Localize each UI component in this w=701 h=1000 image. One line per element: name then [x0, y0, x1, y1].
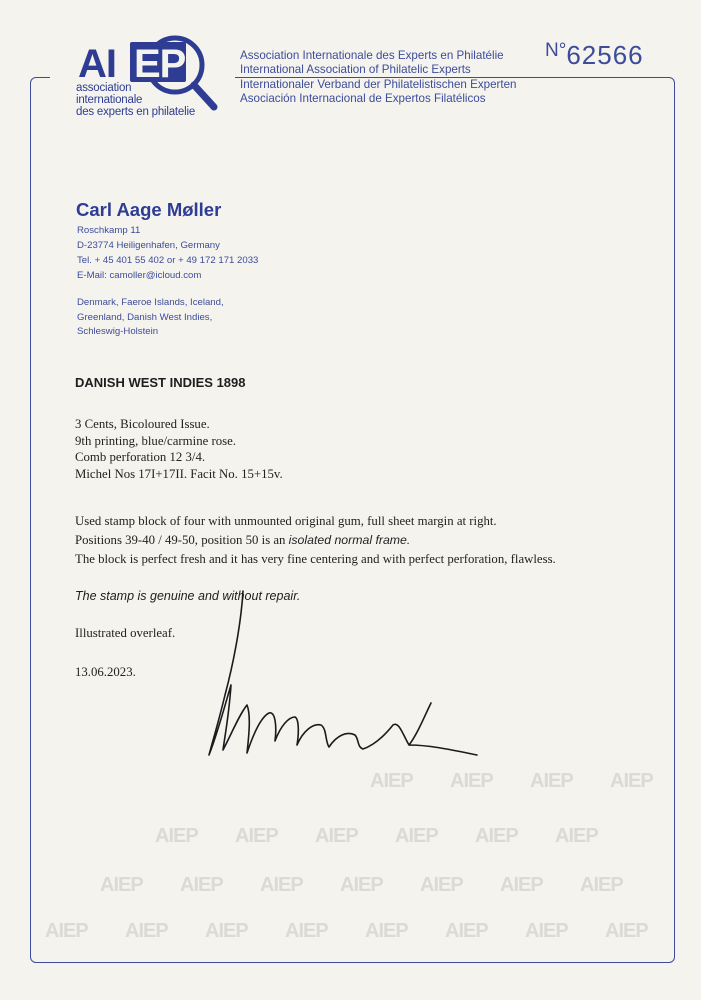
- watermark-logo: AIEP: [315, 825, 358, 847]
- watermark-logo: AIEP: [100, 874, 143, 896]
- watermark-logo: AIEP: [125, 920, 168, 942]
- description-line: Positions 39-40 / 49-50, position 50 is an isolated normal frame.: [75, 533, 411, 547]
- verdict: The stamp is genuine and without repair.: [75, 589, 301, 603]
- certificate-number: N°62566: [545, 40, 644, 70]
- watermark-logo: AIEP: [605, 920, 648, 942]
- certificate-title: DANISH WEST INDIES 1898: [75, 375, 246, 390]
- spec-line: Comb perforation 12 3/4.: [75, 450, 206, 465]
- overleaf-note: Illustrated overleaf.: [75, 626, 176, 640]
- watermark-logo: AIEP: [155, 825, 198, 847]
- watermark-logo: AIEP: [420, 874, 463, 896]
- watermark-logo: AIEP: [500, 874, 543, 896]
- description-line: The block is perfect fresh and it has very fine centering and with perfect perforation, flawless.: [75, 552, 556, 566]
- spec-line: Michel Nos 17I+17II. Facit No. 15+15v.: [75, 467, 283, 482]
- stamp-specifications: [75, 416, 283, 483]
- watermark-logo: AIEP: [450, 770, 493, 792]
- aiep-logo: [72, 28, 222, 118]
- watermark-logo: AIEP: [285, 920, 328, 942]
- expert-name: Carl Aage Møller: [76, 199, 222, 220]
- logo-subtitle: association internationale des experts en philatelie: [76, 82, 196, 118]
- watermark-logo: AIEP: [365, 920, 408, 942]
- watermark-logo: AIEP: [475, 825, 518, 847]
- watermark-logo: AIEP: [610, 770, 653, 792]
- association-name-es: Asociación Internacional de Expertos Filatélicos: [240, 91, 486, 105]
- logo-ai-text: AI: [78, 42, 116, 86]
- watermark-logo: AIEP: [530, 770, 573, 792]
- expert-territories: Denmark, Faeroe Islands, Iceland, Greenland, Danish West Indies, Schleswig-Holstein: [77, 297, 224, 337]
- watermark-logo: AIEP: [445, 920, 488, 942]
- address-line: D-23774 Heiligenhafen, Germany: [77, 240, 220, 251]
- association-names: [240, 49, 517, 106]
- address-line: Roschkamp 11: [77, 225, 141, 236]
- email: E-Mail: camoller@icloud.com: [77, 270, 202, 281]
- spec-line: 9th printing, blue/carmine rose.: [75, 433, 236, 448]
- association-name-fr: Association Internationale des Experts en Philatélie: [240, 49, 504, 62]
- certificate-date: 13.06.2023.: [75, 665, 136, 679]
- association-name-en: International Association of Philatelic Experts: [240, 63, 471, 77]
- expert-contact: [77, 223, 258, 283]
- watermark-logo: AIEP: [205, 920, 248, 942]
- watermark-logo: AIEP: [370, 770, 413, 792]
- watermark-logo: AIEP: [580, 874, 623, 896]
- watermark-logo: AIEP: [45, 920, 88, 942]
- expert-signature: [195, 585, 485, 775]
- watermark-logo: AIEP: [525, 920, 568, 942]
- spec-line: 3 Cents, Bicoloured Issue.: [75, 417, 210, 431]
- stamp-description: [75, 512, 675, 569]
- association-name-de: Internationaler Verband der Philatelistischen Experten: [240, 77, 517, 91]
- watermark-logo: AIEP: [260, 874, 303, 896]
- watermark-logo: AIEP: [180, 874, 223, 896]
- logo-ep-text: EP: [134, 42, 186, 86]
- watermark-logo: AIEP: [555, 825, 598, 847]
- description-line: Used stamp block of four with unmounted original gum, full sheet margin at right.: [75, 514, 497, 528]
- watermark-logo: AIEP: [395, 825, 438, 847]
- watermark-logo: AIEP: [235, 825, 278, 847]
- phone: Tel. + 45 401 55 402 or + 49 172 171 2033: [77, 255, 259, 266]
- watermark-logo: AIEP: [340, 874, 383, 896]
